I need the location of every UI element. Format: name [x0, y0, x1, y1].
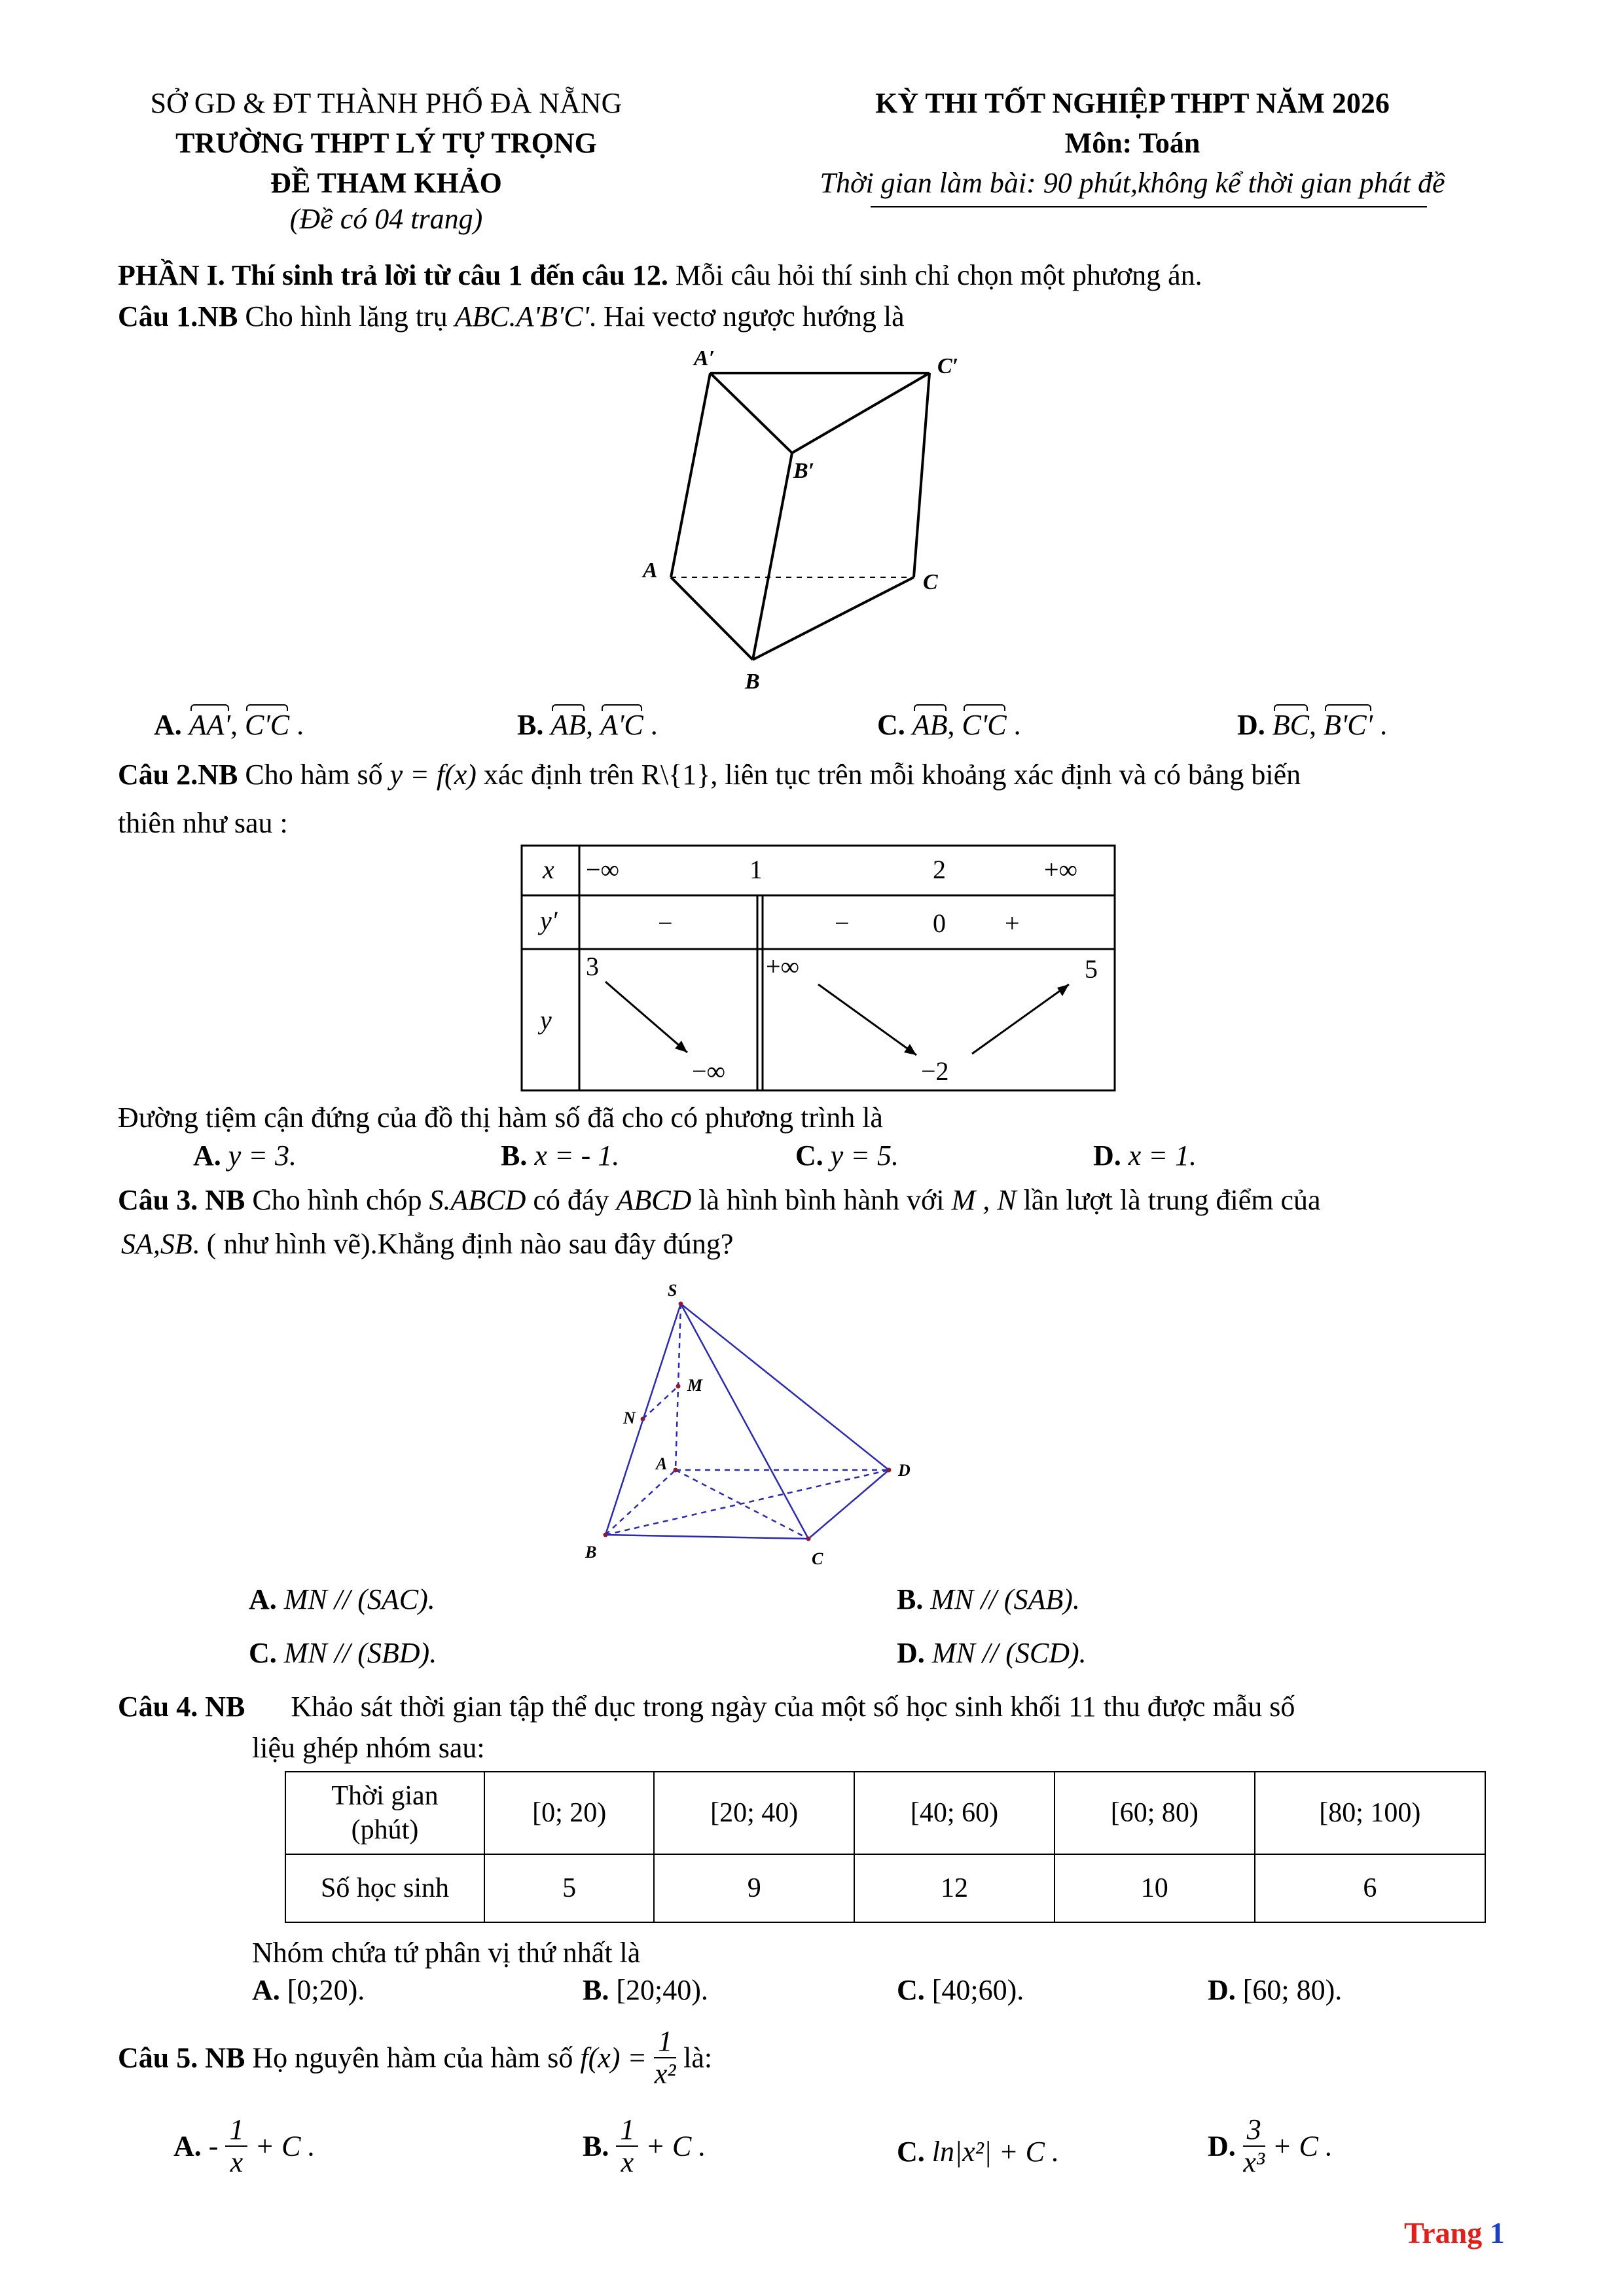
q1-option-d[interactable]: D. BC, B'C' . — [1237, 709, 1388, 741]
q5-label: Câu 5. NB — [118, 2041, 245, 2074]
time-limit: Thời gian làm bài: 90 phút,không kể thời gian phát đề — [820, 167, 1445, 199]
label-B: B — [745, 670, 760, 694]
q1-label: Câu 1.NB — [118, 300, 238, 332]
vt-y-label: y — [540, 1005, 552, 1035]
q3-text-a: Cho hình chóp — [245, 1184, 429, 1216]
q2-option-d[interactable] — [1093, 1139, 1197, 1172]
q4-count-0: 5 — [484, 1854, 654, 1922]
vt-y-2: +∞ — [766, 952, 800, 981]
vt-yp-0: − — [658, 908, 673, 938]
q3-edges: SA,SB — [121, 1228, 192, 1260]
q5-opt-b-num: 1 — [616, 2114, 638, 2147]
q3-opt-d-label: D. — [897, 1637, 925, 1669]
q5-opt-d-num: 3 — [1243, 2114, 1265, 2147]
q2-variation-table — [520, 844, 1117, 1093]
q1-opt-b-v1: AB — [550, 709, 586, 741]
q4-group-2: [40; 60) — [854, 1772, 1055, 1854]
exam-type: ĐỀ THAM KHẢO — [270, 167, 502, 199]
label-M: M — [687, 1376, 703, 1395]
q1-opt-a-label: A. — [154, 709, 182, 741]
q5-opt-b-rest: + C . — [645, 2130, 706, 2162]
q2-text-a: Cho hàm số — [238, 759, 390, 791]
vt-y-1: −∞ — [692, 1056, 726, 1086]
label-C: C — [923, 570, 938, 594]
page-number: 1 — [1489, 2216, 1505, 2250]
label-C: C — [812, 1549, 823, 1568]
q2-opt-a-text: y = 3. — [228, 1139, 297, 1172]
q1-opt-a-v1: AA' — [189, 709, 230, 741]
q2-opt-b-label: B. — [501, 1139, 528, 1172]
q5-opt-b-label: B. — [583, 2130, 609, 2162]
label-A: A — [656, 1454, 668, 1473]
q4-stem-line1 — [118, 1690, 1295, 1723]
q2-text-c: , liên tục trên mỗi khoảng xác định và có bảng biến — [710, 759, 1301, 791]
q2-stem-line2: thiên như sau : — [118, 807, 288, 839]
q4-question: Nhóm chứa tứ phân vị thứ nhất là — [252, 1937, 641, 1969]
q1-opt-c-label: C. — [877, 709, 905, 741]
vt-y-3: −2 — [921, 1056, 949, 1086]
vt-x-3: +∞ — [1044, 855, 1078, 884]
label-B1: B′ — [793, 459, 815, 483]
page-count-note: (Đề có 04 trang) — [289, 203, 483, 235]
q5-option-a[interactable] — [173, 2114, 315, 2179]
q5-text-a: Họ nguyên hàm của hàm số — [245, 2041, 581, 2074]
q1-opt-c-v1: AB — [912, 709, 948, 741]
q2-stem-line1 — [118, 758, 1301, 791]
q4-count-2: 12 — [854, 1854, 1055, 1922]
q4-opt-d-label: D. — [1208, 1974, 1236, 2006]
label-D: D — [898, 1461, 911, 1480]
q1-prism-figure — [628, 347, 1034, 700]
q3-pyramid: S.ABCD — [429, 1184, 526, 1216]
q5-func-lhs: f(x) = — [580, 2041, 647, 2074]
q2-func: y = f(x) — [389, 759, 477, 791]
q4-opt-d-text: [60; 80). — [1242, 1974, 1343, 2006]
q4-opt-c-text: [40;60). — [931, 1974, 1024, 2006]
q3-opt-a-text: MN // (SAC). — [283, 1583, 435, 1615]
q3-opt-c-label: C. — [249, 1637, 277, 1669]
exam-title: KỲ THI TỐT NGHIỆP THPT NĂM 2026 — [875, 87, 1390, 119]
q5-opt-a-sign: - — [208, 2130, 219, 2162]
q4-group-1: [20; 40) — [654, 1772, 854, 1854]
q4-option-a[interactable] — [252, 1973, 365, 2007]
q3-option-c[interactable] — [249, 1636, 437, 1670]
q1-text-a: Cho hình lăng trụ — [238, 300, 455, 332]
vt-x-1: 1 — [749, 855, 763, 884]
label-A1: A′ — [694, 347, 715, 370]
q3-label: Câu 3. NB — [118, 1184, 245, 1216]
label-S: S — [668, 1281, 677, 1300]
q3-opt-a-label: A. — [249, 1583, 277, 1615]
q3-points: M , N — [951, 1184, 1017, 1216]
q1-option-b[interactable]: B. AB, A'C . — [517, 709, 658, 741]
q3-text-e: . ( như hình vẽ).Khẳng định nào sau đây đúng? — [192, 1228, 734, 1260]
q2-opt-b-text: x = - 1. — [534, 1139, 620, 1172]
q5-text-b: là: — [683, 2041, 713, 2074]
q1-opt-d-label: D. — [1237, 709, 1265, 741]
q5-opt-c-label: C. — [897, 2136, 925, 2168]
q3-option-a[interactable] — [249, 1583, 435, 1616]
q3-stem-line1 — [118, 1183, 1321, 1217]
q5-func-fraction — [654, 2026, 676, 2090]
q5-opt-d-den: x³ — [1243, 2146, 1265, 2179]
q5-opt-b-den: x — [621, 2146, 634, 2179]
q1-opt-d-v1: BC — [1272, 709, 1310, 741]
q1-opt-b-v2: A'C — [600, 709, 643, 741]
q4-group-3: [60; 80) — [1055, 1772, 1255, 1854]
q5-func-num: 1 — [654, 2026, 676, 2058]
q1-stem — [118, 300, 905, 333]
q2-opt-c-label: C. — [795, 1139, 823, 1172]
q4-header-time-2: (phút) — [351, 1815, 419, 1845]
vt-x-label: x — [543, 855, 554, 884]
page-footer — [1404, 2215, 1505, 2250]
q4-header-time-1: Thời gian — [331, 1780, 439, 1811]
q4-option-b[interactable] — [583, 1973, 708, 2007]
q3-text-c: là hình bình hành với — [691, 1184, 952, 1216]
q3-pyramid-figure — [576, 1276, 943, 1571]
q5-option-b[interactable] — [583, 2114, 706, 2179]
q4-opt-a-label: A. — [252, 1974, 280, 2006]
school-name: TRƯỜNG THPT LÝ TỰ TRỌNG — [175, 127, 597, 159]
part1-heading — [118, 259, 1202, 292]
q4-opt-c-label: C. — [897, 1974, 925, 2006]
q1-opt-c-v2: C'C — [962, 709, 1007, 741]
q4-label: Câu 4. NB — [118, 1691, 245, 1723]
q4-count-3: 10 — [1055, 1854, 1255, 1922]
label-C1: C′ — [937, 354, 959, 378]
q2-domain: R\{1} — [641, 759, 711, 791]
vt-yp-label: y′ — [540, 906, 558, 935]
q5-opt-a-fraction — [225, 2114, 247, 2179]
vt-x-2: 2 — [933, 855, 946, 884]
q1-opt-a-v2: C'C — [244, 709, 290, 741]
q4-option-c[interactable] — [897, 1973, 1024, 2007]
q2-option-b[interactable] — [501, 1139, 619, 1172]
q4-opt-a-text: [0;20). — [287, 1974, 365, 2006]
q5-opt-a-label: A. — [173, 2130, 202, 2162]
q1-opt-d-v2: B'C' — [1324, 709, 1373, 741]
q4-group-0: [0; 20) — [484, 1772, 654, 1854]
q5-func-den: x² — [654, 2058, 676, 2090]
q3-option-b[interactable] — [897, 1583, 1080, 1616]
subject: Môn: Toán — [1064, 127, 1200, 159]
label-N: N — [623, 1408, 636, 1427]
q2-option-a[interactable] — [193, 1139, 297, 1172]
vt-yp-1: − — [835, 908, 850, 938]
part1-title: PHẦN I. Thí sinh trả lời từ câu 1 đến câu 12. — [118, 259, 668, 291]
q4-opt-b-text: [20;40). — [616, 1974, 708, 2006]
q2-opt-c-text: y = 5. — [830, 1139, 899, 1172]
q1-text-b: . Hai vectơ ngược hướng là — [589, 300, 905, 332]
q4-count-1: 9 — [654, 1854, 854, 1922]
q3-stem-line2 — [121, 1227, 733, 1261]
q5-opt-d-rest: + C . — [1272, 2130, 1333, 2162]
q2-opt-d-text: x = 1. — [1128, 1139, 1197, 1172]
q5-opt-a-den: x — [230, 2146, 244, 2179]
q2-label: Câu 2.NB — [118, 759, 238, 791]
q3-text-d: lần lượt là trung điểm của — [1016, 1184, 1321, 1216]
q2-opt-d-label: D. — [1093, 1139, 1121, 1172]
vt-yp-3: + — [1005, 908, 1020, 938]
q5-opt-d-label: D. — [1208, 2130, 1236, 2162]
q1-prism: ABC.A'B'C' — [454, 300, 590, 332]
q1-opt-b-label: B. — [517, 709, 544, 741]
header-underline — [871, 206, 1427, 207]
vt-x-0: −∞ — [586, 855, 620, 884]
q2-opt-a-label: A. — [193, 1139, 221, 1172]
q2-option-c[interactable] — [795, 1139, 899, 1172]
page-word: Trang — [1404, 2216, 1483, 2250]
label-B: B — [585, 1543, 597, 1562]
q5-opt-a-num: 1 — [225, 2114, 247, 2147]
q5-opt-b-fraction — [616, 2114, 638, 2179]
q4-header-time — [285, 1772, 484, 1854]
q3-opt-b-label: B. — [897, 1583, 924, 1615]
vt-y-4: 5 — [1085, 954, 1098, 984]
dept-name: SỞ GD & ĐT THÀNH PHỐ ĐÀ NẴNG — [150, 87, 623, 119]
q5-option-d[interactable] — [1208, 2114, 1333, 2179]
label-A: A — [643, 558, 658, 583]
q2-question: Đường tiệm cận đứng của đồ thị hàm số đã cho có phương trình là — [118, 1102, 883, 1134]
vt-y-0: 3 — [586, 952, 599, 981]
q3-opt-d-text: MN // (SCD). — [931, 1637, 1087, 1669]
q4-stem-line2: liệu ghép nhóm sau: — [252, 1732, 485, 1764]
q3-base: ABCD — [616, 1184, 692, 1216]
q4-group-4: [80; 100) — [1255, 1772, 1485, 1854]
q4-frequency-table — [285, 1771, 1486, 1923]
q4-count-4: 6 — [1255, 1854, 1485, 1922]
q5-option-c[interactable] — [897, 2135, 1059, 2168]
q4-opt-b-label: B. — [583, 1974, 609, 2006]
q1-option-c[interactable]: C. AB, C'C . — [877, 709, 1021, 741]
part1-instruction: Mỗi câu hỏi thí sinh chỉ chọn một phương án. — [668, 259, 1202, 291]
q2-text-b: xác định trên — [476, 759, 641, 791]
q1-option-a[interactable]: A. AA', C'C . — [154, 709, 304, 741]
vt-yp-2: 0 — [933, 908, 946, 938]
q3-opt-b-text: MN // (SAB). — [930, 1583, 1080, 1615]
q3-opt-c-text: MN // (SBD). — [283, 1637, 437, 1669]
q5-opt-a-rest: + C . — [255, 2130, 316, 2162]
q4-option-d[interactable] — [1208, 1973, 1342, 2007]
q3-option-d[interactable] — [897, 1636, 1087, 1670]
q4-header-count: Số học sinh — [285, 1854, 484, 1922]
q5-opt-c-text: ln|x²| + C . — [931, 2136, 1059, 2168]
q4-text-a: Khảo sát thời gian tập thể dục trong ngày của một số học sinh khối 11 thu được mẫu số — [291, 1691, 1295, 1723]
q5-stem — [118, 2026, 712, 2090]
q3-text-b: có đáy — [526, 1184, 617, 1216]
q5-opt-d-fraction — [1243, 2114, 1265, 2179]
